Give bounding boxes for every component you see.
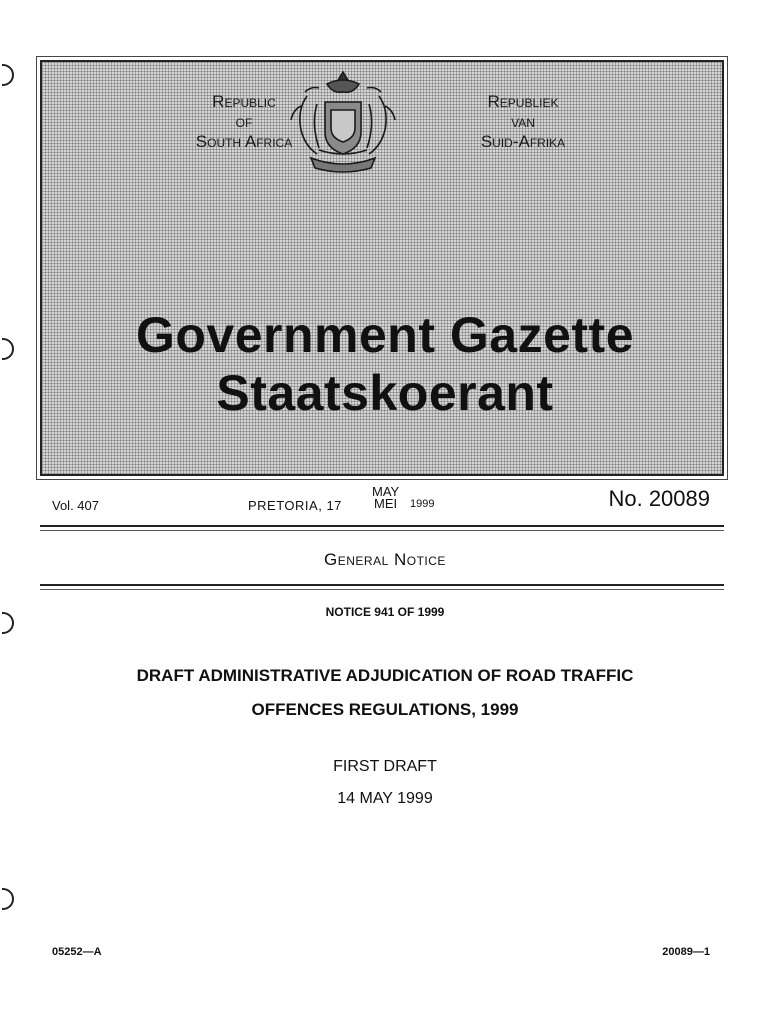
footer-code: 05252—A (52, 946, 102, 958)
footer-page-number: 20089—1 (662, 946, 710, 958)
republic-line: South Africa (195, 132, 293, 151)
regulation-heading-line-1: DRAFT ADMINISTRATIVE ADJUDICATION OF ROAD TRAFFIC (136, 666, 634, 685)
issue-month (372, 486, 399, 510)
month-english: MAY (372, 484, 400, 499)
punch-hole (2, 888, 14, 910)
issue-info-row (52, 486, 710, 522)
divider (40, 525, 724, 527)
republiek-line: Republiek (487, 92, 559, 111)
draft-date: 14 MAY 1999 (337, 790, 433, 807)
gazette-title-afrikaans: Staatskoerant (216, 365, 554, 421)
gazette-title-english: Government Gazette (135, 307, 634, 363)
volume-label: Vol. 407 (52, 498, 99, 513)
issue-place-date: PRETORIA, 17 (248, 498, 342, 513)
regulation-heading-line-2: OFFENCES REGULATIONS, 1999 (251, 700, 519, 719)
month-afrikaans: MEI (374, 496, 398, 511)
republic-line: of (235, 112, 253, 131)
divider (40, 589, 724, 590)
section-heading: General Notice (324, 550, 446, 569)
republic-line: Republic (212, 92, 276, 111)
issue-number: No. 20089 (608, 486, 710, 511)
republiek-line: Suid-Afrika (480, 132, 566, 151)
coat-of-arms-icon (287, 66, 399, 176)
punch-hole (2, 64, 14, 86)
draft-label: FIRST DRAFT (333, 758, 437, 775)
republiek-line: van (511, 112, 535, 131)
republic-afrikaans-block (423, 92, 623, 152)
divider (40, 530, 724, 531)
notice-number: NOTICE 941 OF 1999 (325, 605, 445, 619)
issue-year: 1999 (410, 498, 435, 510)
divider (40, 584, 724, 586)
